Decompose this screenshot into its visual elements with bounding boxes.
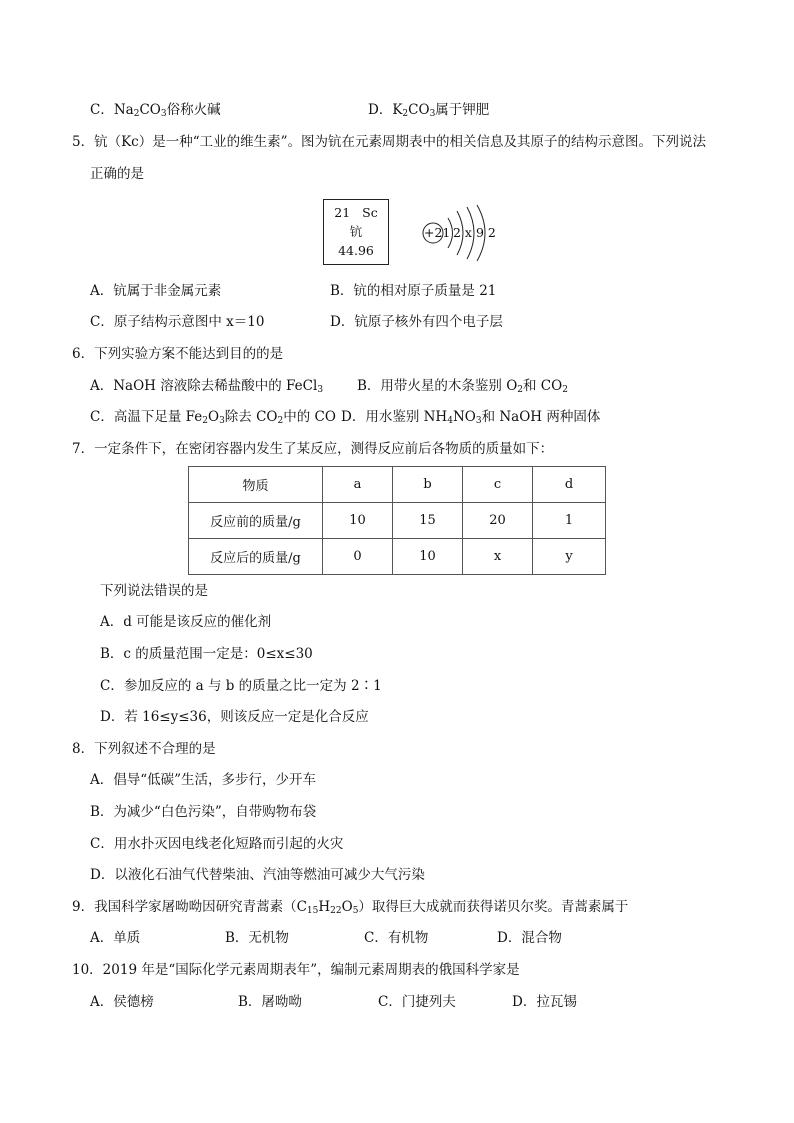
q6-option-c: C．高温下足量 $Fe_2O_3$除去 $CO_2$中的 CO <box>90 409 336 426</box>
table-cell: 20 <box>463 503 533 539</box>
q6-option-a: A．NaOH 溶液除去稀盐酸中的 FeCl$_3$ <box>90 378 324 395</box>
table-header-row <box>189 467 606 503</box>
table-cell: x <box>463 539 533 575</box>
q9-option-a: A．单质 <box>90 930 141 946</box>
q7-option-c: C．参加反应的 a 与 b 的质量之比一定为 2∶1 <box>100 678 382 694</box>
q10-option-b: B．屠呦呦 <box>238 994 302 1010</box>
q9-option-d: D．混合物 <box>497 930 562 946</box>
table-cell: 1 <box>533 503 606 539</box>
q5-stem: 5．钪（Kc）是一种“工业的维生素”。图为钪在元素周期表中的相关信息及其原子的结构示意图。下列说法 <box>72 134 707 150</box>
table-header-cell: c <box>463 467 533 503</box>
q7-option-d: D．若 16≤y≤36，则该反应一定是化合反应 <box>100 709 369 725</box>
q4-option-c: C．$Na_2CO_3$俗称火碱 <box>90 102 221 119</box>
q10-stem: 10．2019 年是“国际化学元素周期表年”，编制元素周期表的俄国科学家是 <box>72 962 520 978</box>
q7-option-b: B．c 的质量范围一定是：0≤x≤30 <box>100 646 313 662</box>
element-card-scandium <box>323 199 389 265</box>
table-header-cell: d <box>533 467 606 503</box>
q7-sub-stem: 下列说法错误的是 <box>100 583 208 599</box>
q4-option-d: D．$K_2CO_3$属于钾肥 <box>368 102 490 119</box>
electron-shell-counts: 2 x 9 2 <box>453 225 496 240</box>
q9-option-b: B．无机物 <box>225 930 289 946</box>
q9-option-c: C．有机物 <box>364 930 429 946</box>
q5-option-a: A．钪属于非金属元素 <box>90 283 222 299</box>
mass-table <box>188 466 606 575</box>
table-cell: 反应前的质量/g <box>189 503 323 539</box>
q7-stem: 7．一定条件下，在密闭容器内发生了某反应，测得反应前后各物质的质量如下： <box>72 441 554 457</box>
q5-stem-cont: 正确的是 <box>90 166 144 182</box>
table-header-cell: 物质 <box>189 467 323 503</box>
q8-option-c: C．用水扑灭因电线老化短路而引起的火灾 <box>90 836 344 852</box>
q7-option-a: A．d 可能是该反应的催化剂 <box>100 614 272 630</box>
q9-stem: 9．我国科学家屠呦呦因研究青蒿素$(C_{15}H_{22}O_5)$取得巨大成就而获得诺贝尔奖。青蒿素属于 <box>72 899 629 916</box>
nucleus-charge: +21 <box>424 225 451 240</box>
table-cell: y <box>533 539 606 575</box>
q6-option-d: D．用水鉴别 $NH_4NO_3$和 NaOH 两种固体 <box>341 409 601 426</box>
q8-option-d: D．以液化石油气代替柴油、汽油等燃油可减少大气污染 <box>90 867 425 883</box>
q8-option-b: B．为减少“白色污染”，自带购物布袋 <box>90 804 317 820</box>
q8-stem: 8．下列叙述不合理的是 <box>72 741 216 757</box>
q10-option-d: D．拉瓦锡 <box>512 994 577 1010</box>
element-number-symbol: 21 Sc <box>334 205 378 220</box>
table-cell: 15 <box>393 503 463 539</box>
table-cell: 反应后的质量/g <box>189 539 323 575</box>
q6-option-b: B．用带火星的木条鉴别 $O_2$和 $CO_2$ <box>357 378 568 395</box>
table-cell: 10 <box>323 503 393 539</box>
q6-stem: 6．下列实验方案不能达到目的的是 <box>72 346 284 362</box>
table-row <box>189 539 606 575</box>
q5-option-b: B．钪的相对原子质量是 21 <box>330 283 497 299</box>
q10-option-c: C．门捷列夫 <box>378 994 456 1010</box>
table-cell: 0 <box>323 539 393 575</box>
q10-option-a: A．侯德榜 <box>90 994 154 1010</box>
element-name: 钪 <box>349 224 363 239</box>
q5-option-c: C．原子结构示意图中 x＝10 <box>90 314 265 330</box>
q5-option-d: D．钪原子核外有四个电子层 <box>330 314 503 330</box>
table-cell: 10 <box>393 539 463 575</box>
q8-option-a: A．倡导“低碳”生活，多步行，少开车 <box>90 772 317 788</box>
element-mass: 44.96 <box>338 243 374 258</box>
table-row <box>189 503 606 539</box>
table-header-cell: b <box>393 467 463 503</box>
table-header-cell: a <box>323 467 393 503</box>
